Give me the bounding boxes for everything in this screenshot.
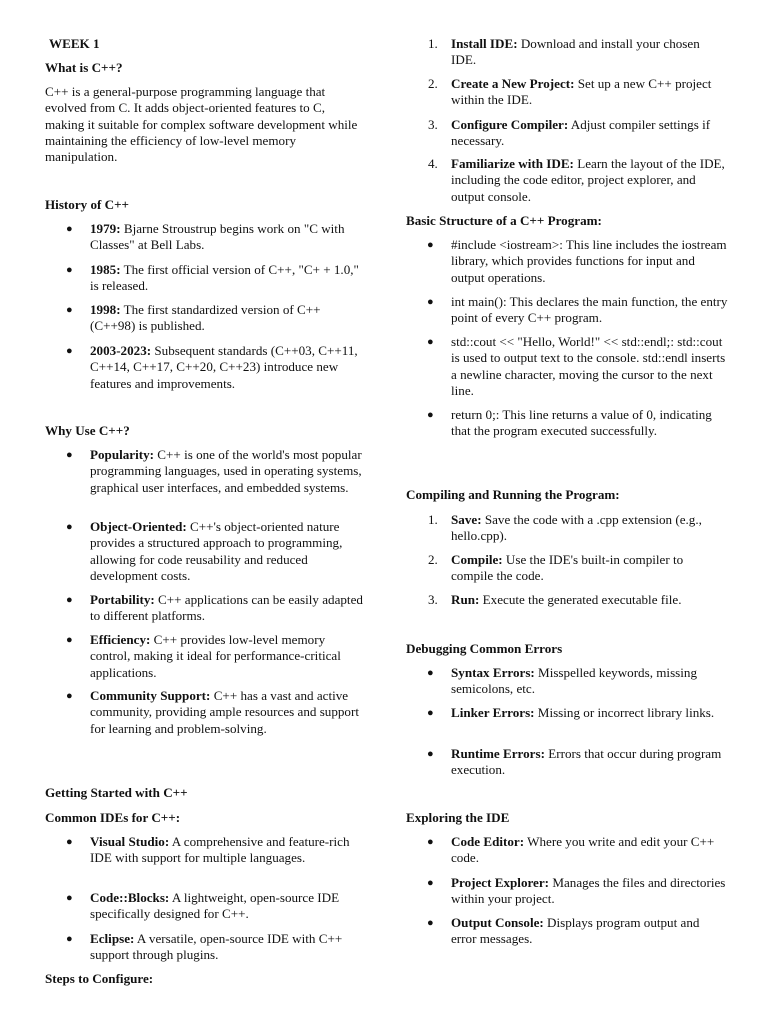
bullet-icon: ● xyxy=(427,296,434,308)
bullet-icon: ● xyxy=(427,836,434,848)
list-item: ● 1998: The first standardized version of C++ (C++98) is published. xyxy=(66,302,321,334)
ides-heading: Common IDEs for C++: xyxy=(45,810,181,825)
bullet-icon: ● xyxy=(66,223,73,235)
list-item: ● Popularity: C++ is one of the world's most popular programming languages, used in operating systems, graphical user interfaces, and embedded systems. xyxy=(66,447,362,495)
list-item: ● Code::Blocks: A lightweight, open-source IDE specifically designed for C++. xyxy=(66,890,340,922)
bullet-icon: ● xyxy=(427,748,434,760)
structure-heading: Basic Structure of a C++ Program: xyxy=(406,213,602,228)
list-item: ● Eclipse: A versatile, open-source IDE with C++ support through plugins. xyxy=(66,931,343,963)
bullet-icon: ● xyxy=(66,521,73,533)
bullet-icon: ● xyxy=(66,690,73,702)
list-item: ● Portability: C++ applications can be easily adapted to different platforms. xyxy=(66,592,363,624)
week-title: WEEK 1 xyxy=(49,36,100,51)
bullet-icon: ● xyxy=(427,409,434,421)
list-item: ● #include <iostream>: This line includes the iostream library, which provides functions for input and output operations. xyxy=(427,237,727,285)
list-item: ● return 0;: This line returns a value of 0, indicating that the program executed successfully. xyxy=(427,407,712,439)
bullet-icon: ● xyxy=(427,336,434,348)
list-item: ● Syntax Errors: Misspelled keywords, missing semicolons, etc. xyxy=(427,665,697,697)
bullet-icon: ● xyxy=(66,933,73,945)
list-item: ● 1985: The first official version of C++, "C+ + 1.0," is released. xyxy=(66,262,359,294)
bullet-icon: ● xyxy=(66,634,73,646)
list-item: ● Runtime Errors: Errors that occur during program execution. xyxy=(427,746,722,778)
why-heading: Why Use C++? xyxy=(45,423,130,438)
compile-heading: Compiling and Running the Program: xyxy=(406,487,620,502)
list-item: ● Community Support: C++ has a vast and active community, providing ample resources and support for learning and problem-solving. xyxy=(66,688,359,736)
bullet-icon: ● xyxy=(427,239,434,251)
bullet-icon: ● xyxy=(427,917,434,929)
history-heading: History of C++ xyxy=(45,197,130,212)
list-item: 2. Compile: Use the IDE's built-in compiler to compile the code. xyxy=(428,552,684,584)
bullet-icon: ● xyxy=(66,304,73,316)
list-item: ● Code Editor: Where you write and edit your C++ code. xyxy=(427,834,715,866)
list-item: ● int main(): This declares the main function, the entry point of every C++ program. xyxy=(427,294,728,326)
what-paragraph: C++ is a general-purpose programming language that evolved from C. It adds object-oriented features to C, making it suitable for complex software development while maintaining the efficiency of low-level memory manipulation. xyxy=(45,84,358,165)
list-item: ● Object-Oriented: C++'s object-oriented nature provides a structured approach to programming, allowing for code reusability and reduced development costs. xyxy=(66,519,343,583)
list-item: ● 2003-2023: Subsequent standards (C++03, C++11, C++14, C++17, C++20, C++23) introduce new features and improvements. xyxy=(66,343,358,391)
bullet-icon: ● xyxy=(427,707,434,719)
list-item: ● Linker Errors: Missing or incorrect library links. xyxy=(427,705,715,720)
list-item: ● Efficiency: C++ provides low-level memory control, making it ideal for performance-critical applications. xyxy=(66,632,341,680)
steps-heading: Steps to Configure: xyxy=(45,971,154,986)
bullet-icon: ● xyxy=(427,877,434,889)
bullet-icon: ● xyxy=(66,892,73,904)
list-item: 4. Familiarize with IDE: Learn the layout of the IDE, including the code editor, project explorer, and output console. xyxy=(428,156,725,204)
list-item: 3. Configure Compiler: Adjust compiler settings if necessary. xyxy=(428,117,711,149)
list-item: ● Visual Studio: A comprehensive and feature-rich IDE with support for multiple languages. xyxy=(66,834,350,866)
list-item: ● Project Explorer: Manages the files and directories within your project. xyxy=(427,875,726,907)
bullet-icon: ● xyxy=(66,264,73,276)
bullet-icon: ● xyxy=(66,836,73,848)
what-heading: What is C++? xyxy=(45,60,123,75)
list-item: 1. Save: Save the code with a .cpp extension (e.g., hello.cpp). xyxy=(428,512,702,544)
debug-heading: Debugging Common Errors xyxy=(406,641,563,656)
list-item: 1. Install IDE: Download and install your chosen IDE. xyxy=(428,36,700,68)
bullet-icon: ● xyxy=(427,667,434,679)
explore-heading: Exploring the IDE xyxy=(406,810,510,825)
list-item: ● std::cout << "Hello, World!" << std::endl;: std::cout is used to output text to the console. std::endl inserts a newline character, moving the cursor to the next line. xyxy=(427,334,726,398)
list-item: 2. Create a New Project: Set up a new C++ project within the IDE. xyxy=(428,76,712,108)
bullet-icon: ● xyxy=(66,345,73,357)
list-item: ● 1979: Bjarne Stroustrup begins work on "C with Classes" at Bell Labs. xyxy=(66,221,345,253)
bullet-icon: ● xyxy=(66,449,73,461)
list-item: 3. Run: Execute the generated executable file. xyxy=(428,592,682,607)
bullet-icon: ● xyxy=(66,594,73,606)
getting-started-heading: Getting Started with C++ xyxy=(45,785,188,800)
list-item: ● Output Console: Displays program output and error messages. xyxy=(427,915,700,947)
